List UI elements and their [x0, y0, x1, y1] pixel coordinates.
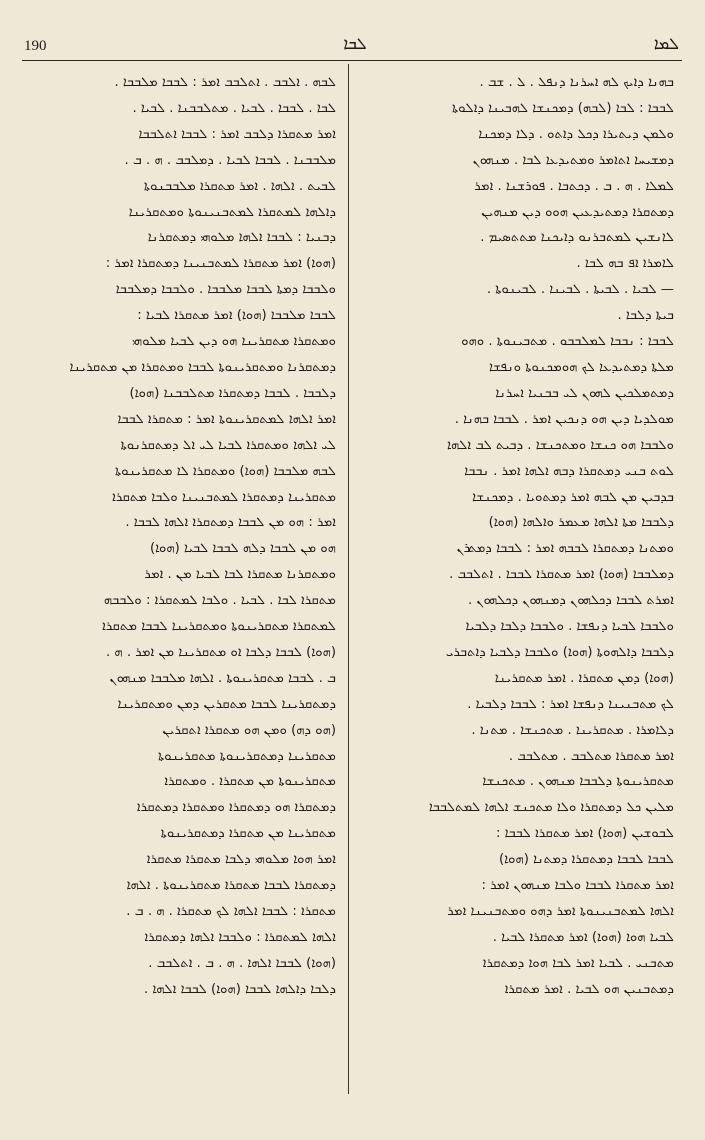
text-line: ܠܐܢܫܝܢ ܠܡܬܒܪܢܘ ܕܐܝܟܢܐ ܡܬܬܣܝܡ .: [480, 230, 674, 246]
text-line: ܕܡܠܒܒܐ (ܗܘܐ) ܐܡܪ ܡܬܩܪܐ ܠܒܒܐ . ܐܬܠܒܒ .: [449, 567, 674, 583]
left-column: [24, 70, 336, 1003]
text-line: ܐܡܪ ܡܬܩܪܐ ܡܬܠܒܒ . ܡܬܠܒܒ .: [508, 748, 674, 764]
text-line: ܕܠܒܒܐ . ܠܒܒܐ ܕܡܬܩܪܐ ܡܬܠܒܒܢܐ (ܗܘܐ): [129, 385, 336, 401]
text-line: ܐܡܪ ܡܬܩܪܐ ܠܒܒܐ ܘܠܒܐ ܡܢܗܘܢ ܐܡܪ :: [481, 878, 674, 894]
column-divider: [348, 64, 349, 1094]
text-line: ܠܒܒܐ ܡܠܒܒܐ (ܗܘܐ) ܐܡܪ ܡܬܩܪܐ ܠܒܝܐ :: [137, 308, 336, 324]
text-line: ܒܕܒܝܢ ܡܢ ܠܒܗ ܐܡܪ ܕܡܬܘܝܐ . ܕܡܟܢܫܐ: [472, 489, 674, 505]
text-line: ܡܬܩܪܝܢܘܬܐ ܕܠܒܒܐ ܡܢܗܘܢ . ܡܬܟܢܫܐ: [482, 774, 674, 790]
text-line: ܐܠܗܐ ܠܡܬܩܪܐ : ܘܠܒܒܐ ܐܠܗܐ ܕܡܬܩܪܐ: [144, 929, 336, 945]
text-line: — ܠܒܝܐ . ܠܒܝܬܐ . ܠܒܝܢܐ . ܠܒܝܢܘܬܐ .: [486, 282, 674, 298]
text-line: ܕܡܬܒܢܝܢ ܗܘ ܠܒܝܐ . ܐܡܪ ܡܬܩܪܐ: [504, 981, 674, 997]
text-line: ܠܘܬ ܒܢܝ ܕܡܬܩܪܐ ܕܒܗ ܐܠܗܐ ܐܡܪ . ܢܒܒܐ: [464, 463, 674, 479]
text-line: ܒ . ܠܒܒܐ ܡܬܩܪܝܢܘܬܐ . ܐܠܗܐ ܡܠܒܒܐ ܡܢܗܘܢ: [109, 670, 336, 686]
text-line: (ܗܘܐ) ܠܒܒܐ ܐܠܗܐ . ܗ . ܒ . ܐܬܠܒܒ .: [148, 955, 336, 971]
text-line: ܡܬܩܪܝܢܐ ܡܢ ܡܬܩܪܐ ܕܡܬܩܪܝܢܘܬܐ: [160, 826, 336, 842]
text-line: ܒܗܢܐ ܕܐܝܟ ܠܗ ܐܚܪܢܐ ܕܢܦܠ . ܠ . ܫܒ .: [479, 75, 674, 90]
text-line: (ܗܘܐ) ܠܒܒܐ ܕܠܒܐ ܐܘ ܡܬܩܪܝܢܐ ܡܢ ܐܡܪ . ܗ .: [106, 644, 336, 660]
text-line: ܘܡܬܢܐ ܕܡܬܩܪܐ ܠܒܒܗ ܐܡܪ : ܠܒܒܐ ܕܡܬܪܢ: [456, 541, 674, 557]
text-line: ܠܟ ܡܬܒܢܝܢܐ ܕܢܦܫܐ ܐܡܪ : ܠܒܒܐ ܕܠܒܝܐ .: [467, 696, 674, 712]
text-line: ܕܡܬܩܪܢܐ ܘܡܬܩܪܝܢܘܬܐ ܠܒܒܐ ܘܡܬܩܪܐ ܡܢ ܡܬܩܪܝܢܐ: [69, 359, 336, 375]
text-line: (ܗܘ ܕܗ) ܘܡܢ ܗܘ ܡܬܩܪܐ ܐܬܩܪܝܢ: [162, 722, 336, 738]
text-line: ܘܠܒܒܐ ܠܒܝܐ ܕܢܦܫܐ . ܘܠܒܒܐ ܕܠܒܐ ܕܠܒܝܐ: [465, 619, 674, 635]
text-line: ܘܠܡܢ ܕܝܬܝܪܐ ܕܟܠ ܕܐܬܘ . ܕܠܐ ܕܡܟܢܐ: [478, 126, 674, 142]
text-line: ܕܡܬܩܪܝܢܐ ܠܒܒܐ ܡܬܩܪܝܢ ܕܡܢ ܘܡܬܩܪܝܢܐ: [117, 696, 336, 712]
text-line: ܕܠܒܒܐ ܡܬܐ ܐܠܗܐ ܡܥܡܪ ܘܐܠܗܐ (ܗܘܐ): [488, 515, 674, 531]
text-line: ܠܐܡܪܐ ܐܦ ܒܗ ܠܒܐ .: [576, 256, 674, 272]
text-line: ܠܒܗ . ܐܠܒܒ . ܐܬܠܒܒ ܐܡܪ : ܠܒܒܐ ܡܠܒܒܐ .: [114, 75, 336, 90]
text-line: ܘܠܒܒܐ ܗܘ ܟܢܫܐ ܘܡܬܟܢܫܐ . ܕܒܝܬ ܠܒ ܐܠܗܐ: [447, 437, 674, 453]
text-line: ܗܘ ܡܢ ܠܒܒܐ ܕܠܗ ܠܒܒܐ ܠܒܝܐ (ܗܘܐ): [149, 541, 336, 557]
text-line: ܠܡܬܩܪܐ ܡܬܩܪܝܢܘܬܐ ܘܡܬܩܪܝܢܐ ܠܒܒܐ ܡܬܩܪܐ: [102, 619, 336, 635]
text-line: ܠܒܝܬ . ܐܠܗܐ . ܐܡܪ ܡܬܩܪܐ ܡܠܒܒܢܘܬܐ: [143, 178, 336, 194]
page-number: 190: [24, 38, 47, 54]
text-line: ܕܠܒܒܐ ܕܐܠܗܘܬܐ (ܗܘܐ) ܘܠܒܒܐ ܕܠܒܝܐ ܕܐܬܒܪܝ: [445, 644, 674, 660]
text-line: ܠܒܗ ܡܠܒܒܐ (ܗܘܐ) ܘܡܬܩܪܐ ܠܐ ܡܬܩܪܝܢܘܬܐ: [114, 463, 336, 479]
running-head: ܠܒܐ: [343, 34, 367, 53]
text-line: ܕܡܬܩܪܐ ܗܘ ܕܡܬܩܪܐ ܘܡܬܩܪܐ ܕܡܬܩܪܐ: [136, 800, 336, 816]
text-line: ܡܬܒܢܝ . ܠܒܝܐ ܐܡܪ ܠܒܐ ܗܘܐ ܕܡܬܩܪܐ: [482, 955, 674, 971]
text-line: ܐܡܪ ܗܘܐ ܡܠܘܗܝ ܕܠܒܐ ܡܬܩܪܐ ܡܬܩܪܐ: [146, 852, 336, 868]
text-line: ܠܒܒܐ : ܠܒܐ (ܠܒܗ) ܕܡܟܢܫܐ ܠܗܒܝܢܐ ܕܐܠܘܬܐ: [451, 100, 674, 116]
text-line: ܕܡܬܩܪܐ ܕܡܬܝܕܥܝܢ ܗܘܘ ܕܝܢ ܡܢܗܝܢ: [481, 204, 674, 220]
text-line: ܐܡܪܬ ܠܒܒܐ ܕܟܠܗܘܢ ܕܡܢܗܘܢ ܕܟܠܗܘܢ .: [468, 593, 674, 609]
text-line: (ܗܘܐ) ܕܡܢ ܡܬܩܪܐ . ܐܡܪ ܡܬܩܪܝܢܐ: [494, 670, 674, 686]
text-line: ܡܠܝܢ ܟܠ ܕܡܬܩܪܐ ܘܠܐ ܡܬܟܢܫ ܐܠܗܐ ܠܡܬܠܒܒܐ: [428, 800, 674, 816]
text-line: ܠܝ ܐܠܗܐ ܘܡܬܩܪܐ ܠܒܝܐ ܠܝ ܐܠ ܕܡܬܩܪܢܘܬܐ: [120, 437, 336, 453]
text-line: ܕܡܬܩܪܐ ܠܒܒܐ ܡܬܩܪܐ ܡܬܩܪܝܢܘܬܐ . ܐܠܗܐ: [126, 878, 336, 894]
text-line: ܘܠܒܒܐ ܕܡܬܐ ܠܒܒܐ ܡܠܒܒܐ . ܘܠܒܒܐ ܕܡܠܒܒܐ: [115, 282, 336, 298]
text-line: ܠܒܒܐ ܠܒܒܐ ܕܡܬܩܪܐ ܕܡܬܢܐ (ܗܘܐ): [499, 852, 674, 868]
page-header: [0, 30, 705, 60]
text-line: ܡܠܬܐ ܕܡܬܝܕܥܐ ܠܟ ܗܘܡܟܢܘܬܐ ܘܢܦܫܐ: [489, 359, 674, 375]
text-line: ܐܡܪ ܐܠܗܐ ܠܡܬܩܪܝܢܘܬܐ ܐܡܪ : ܡܬܩܪܐ ܠܒܒܐ: [117, 411, 336, 427]
text-line: ܕܐܠܗܐ ܠܡܬܩܪܐ ܠܡܬܒܢܝܢܘܬܐ ܘܡܬܩܪܝܢܐ: [128, 204, 336, 220]
text-line: ܡܘܠܕܝܐ ܕܝܢ ܗܘ ܕܢܟܝܢ ܐܡܪ . ܠܒܒܐ ܒܗܢܐ .: [454, 411, 674, 427]
text-line: ܕܡܫܝܚܐ ܐܬܐܡܪ ܘܡܬܝܕܥܐ ܠܒܐ . ܡܢܗܘܢ: [472, 152, 674, 168]
text-line: ܕܠܐܡܪܐ . ܡܬܩܪܝܢܐ . ܡܬܟܢܫܐ . ܡܬܢܐ .: [471, 722, 674, 738]
text-line: ܐܡܪ ܡܬܩܪܐ ܕܠܒܒ ܐܡܪ : ܠܒܒܐ ܐܬܠܒܒܐ: [138, 126, 336, 142]
right-column: [362, 70, 674, 1003]
text-line: ܐܡܪ : ܗܘ ܡܢ ܠܒܒܐ ܕܡܬܩܪܐ ܐܠܗܐ ܠܒܒܐ .: [125, 515, 336, 531]
header-catchword: ܠܡܐ: [653, 34, 679, 53]
text-line: ܡܬܩܪܐ : ܠܒܒܐ ܐܠܗܐ ܠܟ ܡܬܩܪܐ . ܗ . ܒ .: [126, 904, 336, 919]
text-line: ܡܬܩܪܝܢܐ ܕܡܬܩܪܐ ܠܡܬܒܢܝܢܐ ܘܠܒܐ ܡܬܩܪܐ: [112, 489, 336, 505]
text-line: ܕܡܬܡܠܟܝܢ ܠܗܘܢ ܠܝ ܒܒܢܝܐ ܐܚܪܢܐ: [495, 385, 674, 401]
text-line: ܘܡܬܩܪܐ ܡܬܩܪܝܢܐ ܗܘ ܕܝܢ ܠܒܝܐ ܡܠܘܗܝ: [132, 334, 336, 350]
text-line: ܠܒܐ . ܠܒܒܐ . ܠܒܝܐ . ܡܬܠܒܒܢܐ . ܠܒܝܐ .: [132, 100, 336, 116]
header-rule: [22, 60, 682, 61]
text-line: ܠܒܒܐ : ܢܒܒܐ ܠܡܠܒܒܘ . ܡܬܒܝܢܘܬܐ . ܘܗܘ: [461, 334, 674, 350]
text-line: ܡܬܩܪܐ ܠܒܐ . ܠܒܝܐ . ܘܠܒܐ ܠܡܬܩܪܐ : ܘܠܒܒܗ: [103, 593, 336, 609]
text-line: ܕܠܒܐ ܕܐܠܗܐ ܠܒܒܐ (ܗܘܐ) ܠܒܒܐ ܐܠܗܐ .: [143, 981, 336, 997]
text-line: ܠܡܠܐ . ܗ . ܒ . ܕܟܬܒܐ . ܦܘܪܫܢܐ . ܐܡܪ: [474, 178, 674, 194]
text-line: ܠܒܝܐ ܗܘܐ (ܗܘܐ) ܐܡܪ ܡܬܩܪܐ ܠܒܝܐ .: [492, 929, 674, 945]
text-line: ܡܠܒܒܢܐ . ܠܒܒܐ ܠܒܝܐ . ܕܡܠܒܒ . ܗ . ܒ .: [124, 152, 336, 168]
text-line: ܘܡܬܩܪܢܐ ܡܬܩܪܐ ܠܒܐ ܠܒܝܐ ܡܢ . ܐܡܪ: [144, 567, 336, 583]
text-line: ܒܝܬܐ ܕܠܒܐ .: [617, 308, 674, 324]
text-line: ܡܬܩܪܝܢܐ ܕܡܬܩܪܝܢܘܬܐ ܡܬܩܪܝܢܘܬܐ: [157, 748, 336, 764]
text-line: ܐܠܗܐ ܠܡܬܒܢܝܢܘܬܐ ܐܡܪ ܕܗܘ ܘܡܬܒܢܝܢܐ ܐܡܪ: [447, 904, 674, 919]
text-line: ܡܬܩܪܝܢܘܬܐ ܡܢ ܡܬܩܪܐ . ܘܡܬܩܪܐ: [164, 774, 336, 790]
text-line: ܕܒܢܝܐ : ܠܒܒܐ ܐܠܗܐ ܡܠܘܗܝ ܕܡܬܩܪܢܐ: [147, 230, 336, 246]
text-line: (ܗܘܐ) ܐܡܪ ܡܬܩܪܐ ܠܡܬܒܢܝܢܐ ܕܡܬܩܪܐ ܐܡܪ :: [105, 256, 336, 272]
text-line: ܠܒܘܫܝܢ (ܗܘܐ) ܐܡܪ ܡܬܩܪܐ ܠܒܒܐ :: [495, 826, 674, 842]
